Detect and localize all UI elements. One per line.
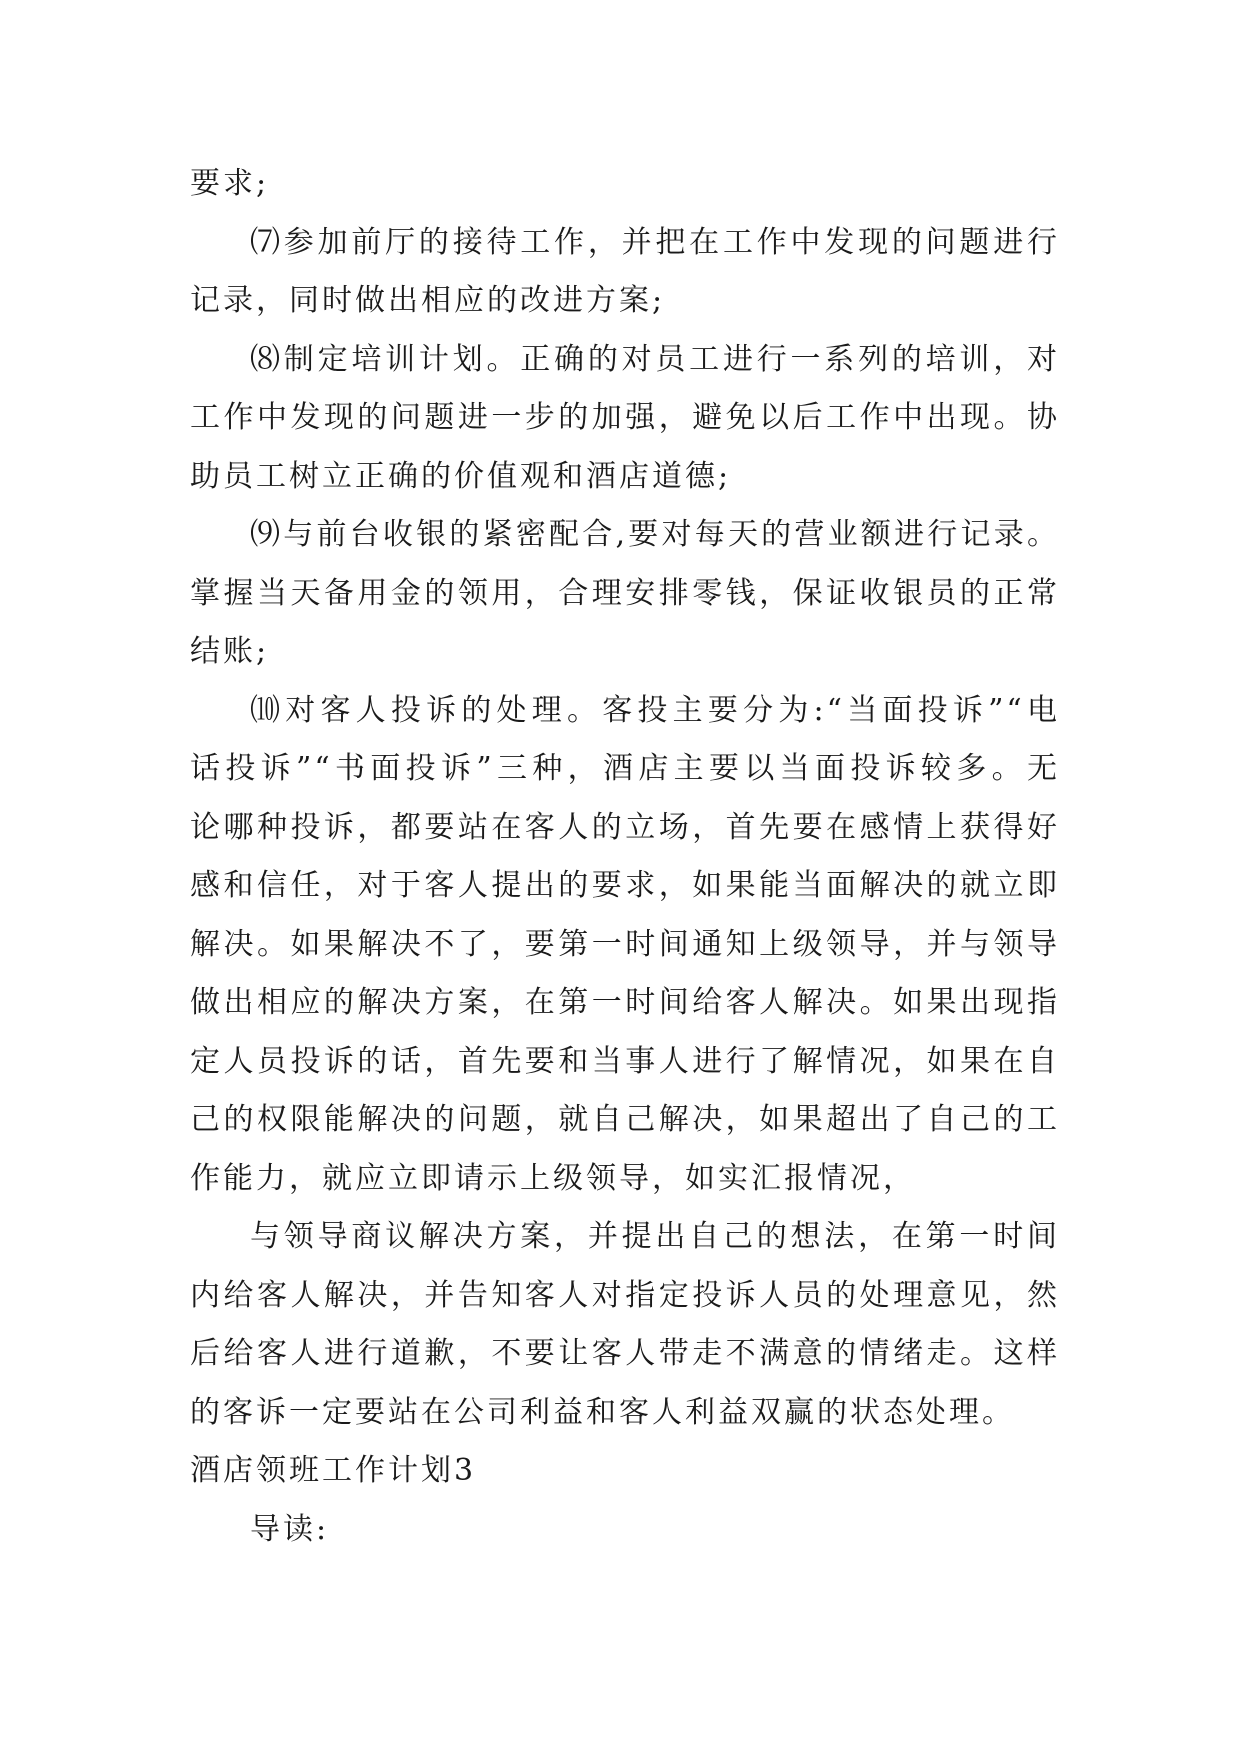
document-page: [190, 155, 1060, 1559]
text-line: 工作中发现的问题进一步的加强，避免以后工作中出现。协: [190, 400, 1060, 435]
text-line: 解决。如果解决不了，要第一时间通知上级领导，并与领导: [190, 926, 1060, 962]
text-line: 导读:: [250, 1511, 330, 1547]
text-line: 做出相应的解决方案，在第一时间给客人解决。如果出现指: [190, 985, 1060, 1020]
text-line: 要求;: [190, 166, 270, 201]
text-line: 记录，同时做出相应的改进方案;: [190, 283, 666, 318]
text-line: 感和信任，对于客人提出的要求，如果能当面解决的就立即: [190, 868, 1060, 903]
text-line: 结账;: [190, 634, 270, 669]
text-line: 定人员投诉的话，首先要和当事人进行了解情况，如果在自: [190, 1043, 1060, 1079]
text-line: ⑻制定培训计划。正确的对员工进行一系列的培训，对: [250, 341, 1060, 377]
text-line: ⑺参加前厅的接待工作，并把在工作中发现的问题进行: [250, 224, 1060, 260]
text-line: 与领导商议解决方案，并提出自己的想法，在第一时间: [250, 1219, 1060, 1254]
text-line: 己的权限能解决的问题，就自己解决，如果超出了自己的工: [190, 1102, 1060, 1137]
text-line: 论哪种投诉，都要站在客人的立场，首先要在感情上获得好: [190, 809, 1060, 845]
text-line: 话投诉”“书面投诉”三种，酒店主要以当面投诉较多。无: [190, 751, 1060, 786]
section-heading: 酒店领班工作计划3: [190, 1453, 477, 1488]
text-line: 助员工树立正确的价值观和酒店道德;: [190, 458, 732, 494]
text-line: ⑽对客人投诉的处理。客投主要分为:“当面投诉”“电: [250, 692, 1060, 728]
text-line: 内给客人解决，并告知客人对指定投诉人员的处理意见，然: [190, 1277, 1060, 1313]
text-line: 后给客人进行道歉，不要让客人带走不满意的情绪走。这样: [190, 1336, 1060, 1371]
text-line: 作能力，就应立即请示上级领导，如实汇报情况，: [190, 1160, 916, 1196]
text-line: 的客诉一定要站在公司利益和客人利益双赢的状态处理。: [190, 1394, 1015, 1430]
text-line: 掌握当天备用金的领用，合理安排零钱，保证收银员的正常: [190, 575, 1060, 611]
text-line: ⑼与前台收银的紧密配合,要对每天的营业额进行记录。: [250, 517, 1060, 552]
